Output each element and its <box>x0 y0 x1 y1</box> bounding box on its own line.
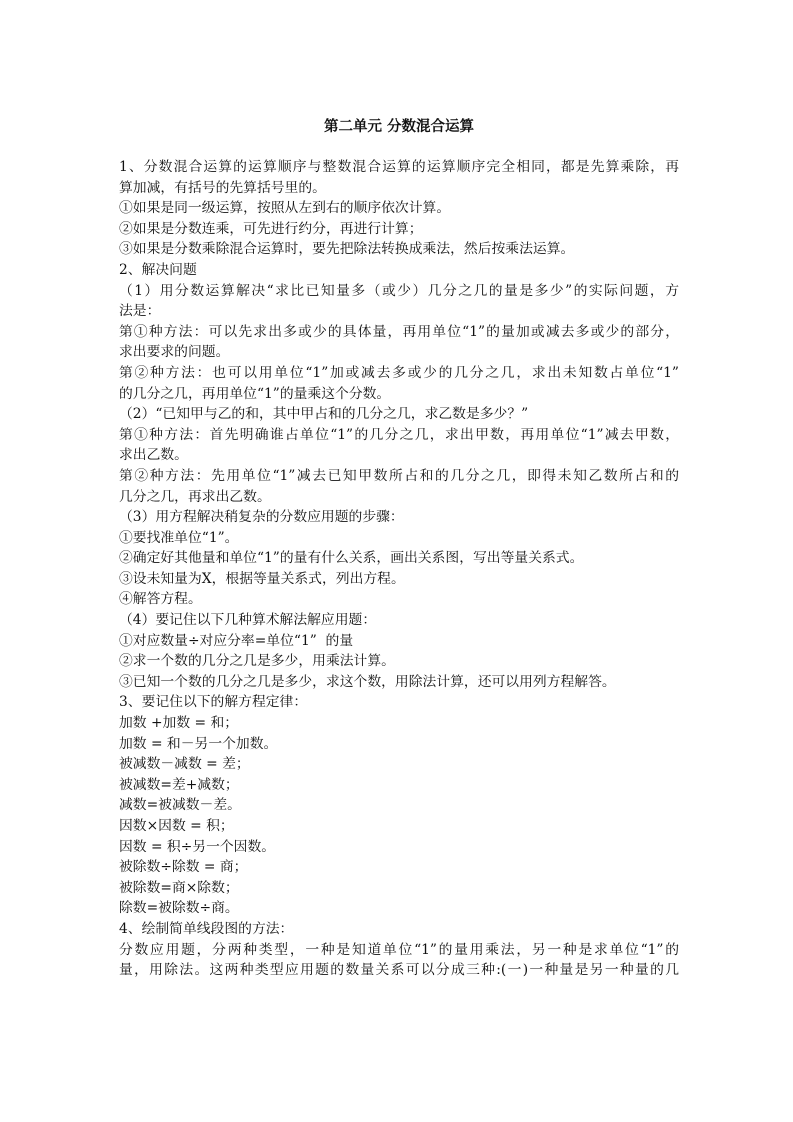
text-line: 求出要求的问题。 <box>119 344 230 361</box>
document-page <box>119 117 679 981</box>
text-line: 量，用除法。这两种类型应用题的数量关系可以分成三种:(一)一种量是另一种量的几 <box>119 962 679 979</box>
text-line: 2、解决问题 <box>119 261 197 278</box>
text-line: （4）要记住以下几种算术解法解应用题： <box>119 612 377 629</box>
text-line: ②求一个数的几分之几是多少，用乘法计算。 <box>119 653 395 670</box>
text-line: 分数应用题，分两种类型，一种是知道单位“1”的量用乘法，另一种是求单位“1”的 <box>119 941 679 958</box>
text-line: 几分之几，再求出乙数。 <box>119 488 271 505</box>
text-line: ①如果是同一级运算，按照从左到右的顺序依次计算。 <box>119 200 451 217</box>
text-line: ②如果是分数连乘，可先进行约分，再进行计算； <box>119 220 423 237</box>
text-line: ①要找准单位“1”。 <box>119 529 239 546</box>
text-line: 除数=被除数÷商。 <box>119 900 239 917</box>
text-line: ③如果是分数乘除混合运算时，要先把除法转换成乘法，然后按乘法运算。 <box>119 241 575 258</box>
text-line: 因数×因数 = 积； <box>119 818 234 834</box>
text-line: （3）用方程解决稍复杂的分数应用题的步骤： <box>119 509 404 526</box>
text-line: 第②种方法：也可以用单位“1”加或减去多或少的几分之几，求出未知数占单位“1” <box>119 364 679 381</box>
text-line: 被除数÷除数 = 商； <box>119 859 248 876</box>
text-line: 3、要记住以下的解方程定律： <box>119 694 308 711</box>
text-line: 减数=被减数－差。 <box>119 797 241 814</box>
text-line: 的几分之几，再用单位“1”的量乘这个分数。 <box>119 385 391 402</box>
document-body <box>119 157 679 981</box>
text-line: 加数 +加数 = 和； <box>119 715 239 732</box>
text-line: （2）“已知甲与乙的和，其中甲占和的几分之几，求乙数是多少？” <box>119 406 529 423</box>
text-line: （1）用分数运算解决“求比已知量多（或少）几分之几的量是多少”的实际问题，方 <box>119 282 679 299</box>
document-title: 第二单元 分数混合运算 <box>323 118 475 135</box>
text-line: 法是： <box>119 303 161 320</box>
text-line: 被除数=商×除数； <box>119 879 239 896</box>
text-line: 第①种方法：可以先求出多或少的具体量，再用单位“1”的量加或减去多或少的部分， <box>119 323 679 340</box>
text-line: 被减数－减数 = 差； <box>119 756 250 773</box>
text-line: ①对应数量÷对应分率=单位“1” 的量 <box>119 632 354 649</box>
text-line: ③设未知量为X，根据等量关系式，列出方程。 <box>119 570 405 587</box>
text-line: 因数 = 积÷另一个因数。 <box>119 838 276 855</box>
text-line: 第②种方法：先用单位“1”减去已知甲数所占和的几分之几，即得未知乙数所占和的 <box>119 467 679 484</box>
text-line: ③已知一个数的几分之几是多少，求这个数，用除法计算，还可以用列方程解答。 <box>119 673 616 690</box>
text-line: 被减数=差+减数； <box>119 776 239 793</box>
text-line: 算加减，有括号的先算括号里的。 <box>119 179 326 196</box>
text-line: 4、绘制简单线段图的方法： <box>119 920 294 937</box>
text-line: 第①种方法：首先明确谁占单位“1”的几分之几，求出甲数，再用单位“1”减去甲数， <box>119 426 679 443</box>
text-line: ②确定好其他量和单位“1”的量有什么关系，画出关系图，写出等量关系式。 <box>119 550 584 567</box>
text-line: 1、分数混合运算的运算顺序与整数混合运算的运算顺序完全相同，都是先算乘除，再 <box>119 159 679 175</box>
text-line: ④解答方程。 <box>119 591 202 608</box>
text-line: 加数 = 和－另一个加数。 <box>119 735 278 752</box>
text-line: 求出乙数。 <box>119 447 188 464</box>
